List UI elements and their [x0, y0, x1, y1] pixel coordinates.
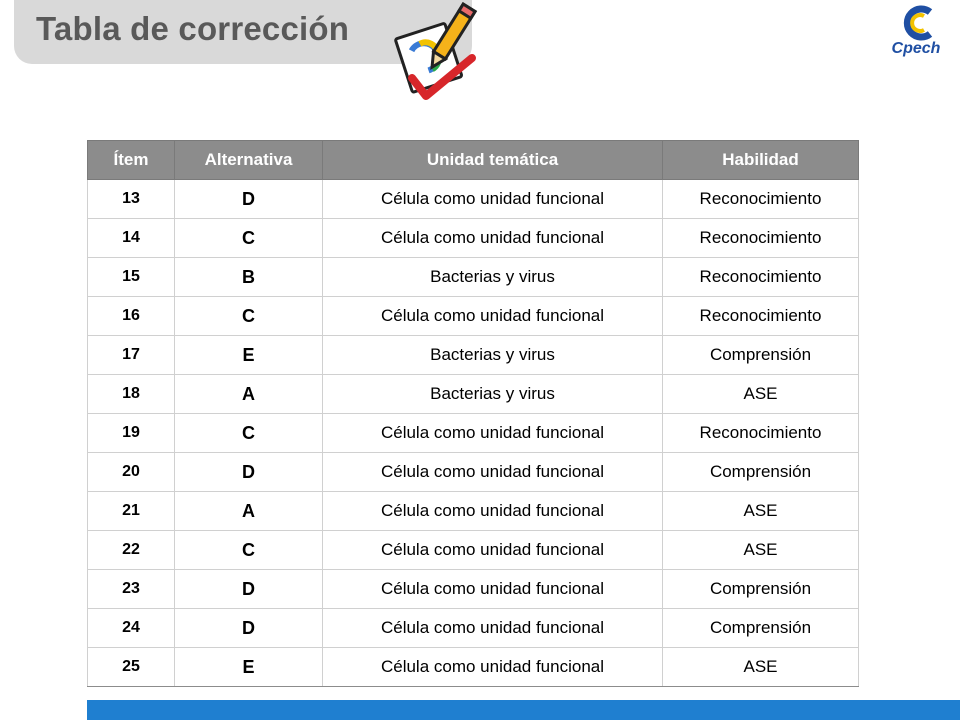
unit-cell: Bacterias y virus	[323, 336, 663, 375]
item-cell: 21	[88, 492, 175, 531]
skill-cell: ASE	[663, 375, 859, 414]
item-cell: 20	[88, 453, 175, 492]
skill-cell: Comprensión	[663, 609, 859, 648]
column-header-alternative: Alternativa	[175, 141, 323, 180]
table-body	[88, 180, 859, 687]
item-cell: 25	[88, 648, 175, 687]
alternative-cell: E	[175, 648, 323, 687]
column-header-skill: Habilidad	[663, 141, 859, 180]
skill-cell: Comprensión	[663, 570, 859, 609]
unit-cell: Célula como unidad funcional	[323, 648, 663, 687]
correction-table	[87, 140, 859, 687]
table-row	[88, 570, 859, 609]
unit-cell: Bacterias y virus	[323, 258, 663, 297]
item-cell: 23	[88, 570, 175, 609]
alternative-cell: E	[175, 336, 323, 375]
checklist-pencil-icon	[394, 0, 478, 104]
skill-cell: Reconocimiento	[663, 258, 859, 297]
table-row	[88, 297, 859, 336]
skill-cell: Reconocimiento	[663, 297, 859, 336]
alternative-cell: D	[175, 453, 323, 492]
alternative-cell: D	[175, 180, 323, 219]
table-row	[88, 531, 859, 570]
unit-cell: Célula como unidad funcional	[323, 297, 663, 336]
item-cell: 13	[88, 180, 175, 219]
table-row	[88, 336, 859, 375]
unit-cell: Célula como unidad funcional	[323, 531, 663, 570]
cpech-logo-mark-icon	[880, 2, 952, 42]
skill-cell: ASE	[663, 531, 859, 570]
page-title: Tabla de corrección	[36, 10, 350, 47]
table-row	[88, 219, 859, 258]
alternative-cell: A	[175, 492, 323, 531]
unit-cell: Célula como unidad funcional	[323, 453, 663, 492]
table-row	[88, 609, 859, 648]
skill-cell: Reconocimiento	[663, 219, 859, 258]
alternative-cell: C	[175, 297, 323, 336]
alternative-cell: C	[175, 531, 323, 570]
skill-cell: ASE	[663, 492, 859, 531]
alternative-cell: A	[175, 375, 323, 414]
skill-cell: Reconocimiento	[663, 180, 859, 219]
table-row	[88, 648, 859, 687]
skill-cell: Comprensión	[663, 336, 859, 375]
item-cell: 16	[88, 297, 175, 336]
table-row	[88, 375, 859, 414]
alternative-cell: D	[175, 570, 323, 609]
unit-cell: Célula como unidad funcional	[323, 492, 663, 531]
skill-cell: Comprensión	[663, 453, 859, 492]
item-cell: 19	[88, 414, 175, 453]
logo-text: Cpech	[891, 40, 941, 57]
table-row	[88, 180, 859, 219]
unit-cell: Célula como unidad funcional	[323, 414, 663, 453]
item-cell: 22	[88, 531, 175, 570]
item-cell: 18	[88, 375, 175, 414]
alternative-cell: C	[175, 219, 323, 258]
table-row	[88, 453, 859, 492]
footer-bar	[87, 700, 960, 720]
table-row	[88, 258, 859, 297]
item-cell: 14	[88, 219, 175, 258]
item-cell: 17	[88, 336, 175, 375]
column-header-item: Ítem	[88, 141, 175, 180]
unit-cell: Célula como unidad funcional	[323, 570, 663, 609]
column-header-unit: Unidad temática	[323, 141, 663, 180]
alternative-cell: D	[175, 609, 323, 648]
skill-cell: Reconocimiento	[663, 414, 859, 453]
cpech-logo	[880, 2, 952, 66]
alternative-cell: C	[175, 414, 323, 453]
unit-cell: Célula como unidad funcional	[323, 180, 663, 219]
table-row	[88, 492, 859, 531]
table-header-row	[88, 141, 859, 180]
unit-cell: Bacterias y virus	[323, 375, 663, 414]
alternative-cell: B	[175, 258, 323, 297]
unit-cell: Célula como unidad funcional	[323, 609, 663, 648]
unit-cell: Célula como unidad funcional	[323, 219, 663, 258]
item-cell: 24	[88, 609, 175, 648]
skill-cell: ASE	[663, 648, 859, 687]
table-row	[88, 414, 859, 453]
item-cell: 15	[88, 258, 175, 297]
